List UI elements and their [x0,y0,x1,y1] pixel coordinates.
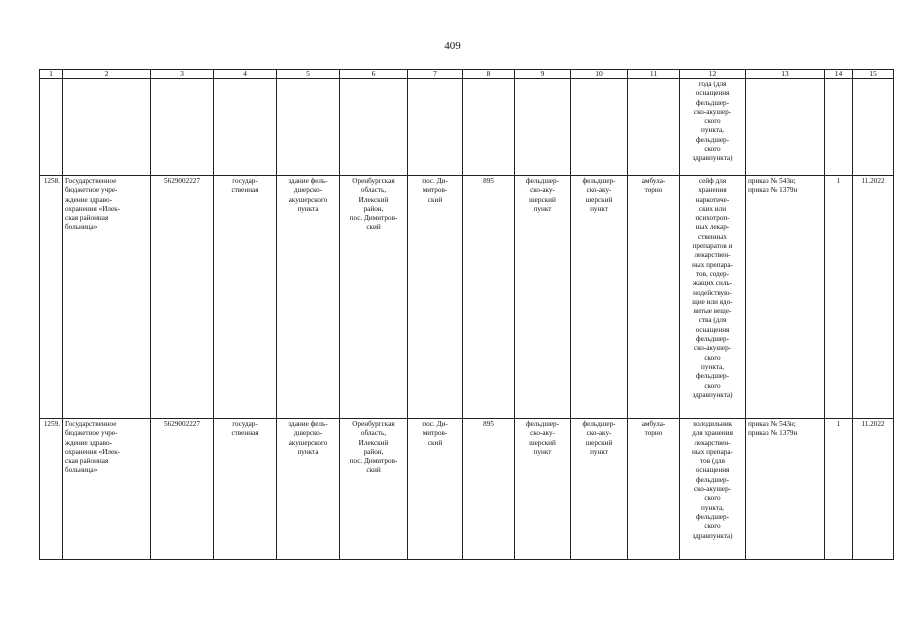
column-number: 4 [214,70,277,79]
care-mode-cell: амбула- торно [628,419,680,560]
page-number: 409 [444,40,461,52]
column-number: 12 [680,70,746,79]
column-number: 11 [628,70,680,79]
ownership-cell: государ- ственная [214,419,277,560]
quantity-cell: 1 [825,419,853,560]
table-row [40,176,894,419]
code-cell: 895 [463,176,515,419]
column-number: 6 [340,70,408,79]
column-number: 3 [151,70,214,79]
registry-table [39,69,894,560]
address-cell: Оренбургская область, Илекский район, пос. Димитров- ский [340,419,408,560]
building-cell: здание фель- дшерско- акушерского пункта [277,176,340,419]
facility-type-cell: фельдшер- ско-аку- шерский пункт [515,176,571,419]
column-number: 9 [515,70,571,79]
column-number: 13 [746,70,825,79]
date-cell: 11.2022 [853,176,894,419]
inn-cell: 5629002227 [151,419,214,560]
continuation-row [40,79,894,176]
facility-type-cell: фельдшер- ско-аку- шерский пункт [571,419,628,560]
column-number: 2 [63,70,151,79]
care-mode-cell: амбула- торно [628,176,680,419]
inn-cell: 5629002227 [151,176,214,419]
facility-type-cell: фельдшер- ско-аку- шерский пункт [571,176,628,419]
column-number-row [40,70,894,79]
equipment-cell: холодильник для хранения лекарствен- ных препара- тов (для оснащения фельдшер- ско-акушер- ского пункта, фельдшер- ского здравпункта) [680,419,746,560]
row-number: 1259. [40,419,63,560]
equipment-cell: года (для оснащения фельдшер- ско-акушер- ского пункта, фельдшер- ского здравпункта) [680,79,746,176]
order-cell: приказ № 543н; приказ № 1379н [746,176,825,419]
row-number: 1258. [40,176,63,419]
building-cell: здание фель- дшерско- акушерского пункта [277,419,340,560]
quantity-cell: 1 [825,176,853,419]
address-cell: Оренбургская область, Илекский район, пос. Димитров- ский [340,176,408,419]
column-number: 5 [277,70,340,79]
locality-cell: пос. Ди- митров- ский [408,176,463,419]
date-cell: 11.2022 [853,419,894,560]
organization-cell: Государственное бюджетное учре- ждение здраво- охранения «Илек- ская районная больница» [63,419,151,560]
table-row [40,419,894,560]
column-number: 8 [463,70,515,79]
column-number: 1 [40,70,63,79]
code-cell: 895 [463,419,515,560]
order-cell: приказ № 543н; приказ № 1379н [746,419,825,560]
ownership-cell: государ- ственная [214,176,277,419]
facility-type-cell: фельдшер- ско-аку- шерский пункт [515,419,571,560]
equipment-cell: сейф для хранения наркотиче- ских или психотроп- ных лекар- ственных препаратов и лекарствен- ных препара- тов, содер- жащих силь- нодействую- щие или ядо- витые веще- ства (для оснащения фельдшер- ско-акушер- ского пункта, фельдшер- ского здравпункта) [680,176,746,419]
column-number: 14 [825,70,853,79]
column-number: 7 [408,70,463,79]
organization-cell: Государственное бюджетное учре- ждение здраво- охранения «Илек- ская районная больница» [63,176,151,419]
column-number: 15 [853,70,894,79]
column-number: 10 [571,70,628,79]
locality-cell: пос. Ди- митров- ский [408,419,463,560]
